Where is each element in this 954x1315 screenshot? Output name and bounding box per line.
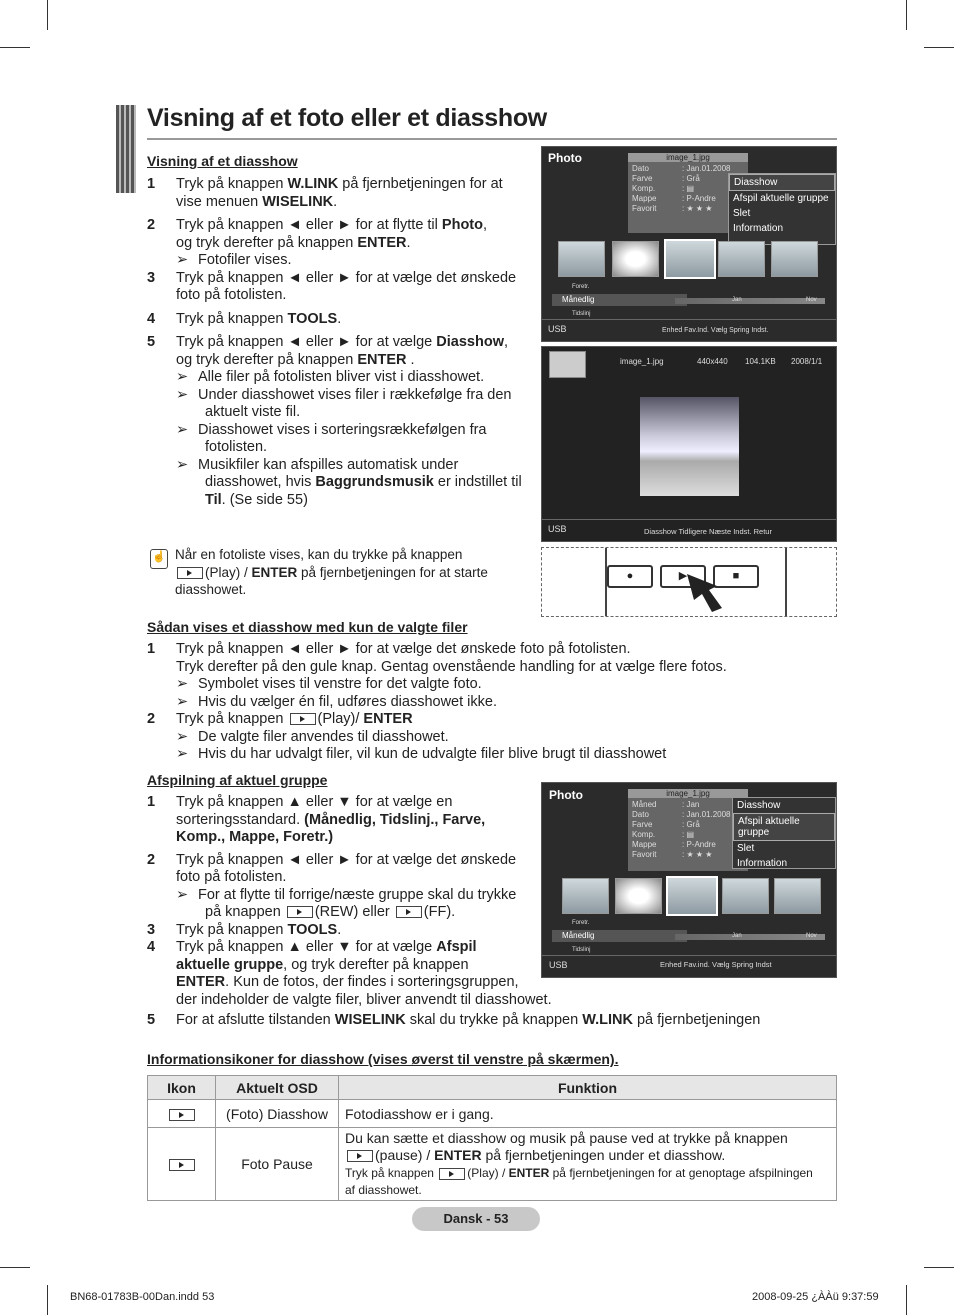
slideshow-photo <box>640 397 739 496</box>
timeline-bar[interactable] <box>675 934 825 940</box>
ff-icon <box>396 906 422 918</box>
sort-next-label: Tidslinj <box>572 311 591 317</box>
stop-button-icon: ■ <box>713 565 759 588</box>
crop-mark <box>906 0 907 30</box>
osd-cell: Foto Pause <box>216 1128 339 1201</box>
record-button-icon: ● <box>607 565 653 588</box>
timeline-bar[interactable] <box>675 298 825 304</box>
osd-cell: (Foto) Diasshow <box>216 1100 339 1128</box>
info-icons-table <box>147 1075 837 1201</box>
photo-thumbnail-selected[interactable] <box>664 239 716 279</box>
function-cell: Du kan sætte et diasshow og musik på pause ved at trykke på knappen (pause) / ENTER på fjernbetjeningen under et diasshow. Tryk på knappen (Play) / ENTER på fjernbetjeningen for at genoptage afspilningen af diasshowet. <box>339 1128 837 1201</box>
photo-thumbnail[interactable] <box>718 241 765 277</box>
menu-item-information[interactable]: Information <box>737 858 788 869</box>
tools-menu <box>732 797 836 869</box>
play-button-icon: ▶ <box>660 565 706 588</box>
menu-item-delete[interactable]: Slet <box>737 843 755 854</box>
menu-item-delete[interactable]: Slet <box>733 208 751 219</box>
note: Under diasshowet vises filer i rækkefølge fra den <box>198 386 512 403</box>
section2-steps: 1 Tryk på knappen ◄ eller ► for at vælge det ønskede foto på fotolisten. Tryk derefter på den gule knap. Gentag ovenstående handling for at vælge flere fotos. ➢ Symbolet vises til venstre for det valgte foto. ➢ Hvis du vælger én fil, udføres diasshowet ikke. 2 Tryk på knappen (Play)/ ENTER ➢ De valgte filer anvendes til diasshowet. ➢ Hvis du har udvalgt filer, vil kun de udvalgte filer blive brugt til diasshowet <box>147 641 727 762</box>
section-heading: Sådan vises et diasshow med kun de valgte filer <box>147 619 468 635</box>
pause-icon <box>169 1159 195 1171</box>
sort-label[interactable]: Månedlig <box>552 294 687 306</box>
sort-next-label: Tidslinj <box>572 947 591 953</box>
photo-thumbnail[interactable] <box>558 241 605 277</box>
timeline-end: Nov <box>806 933 817 939</box>
section-heading: Afspilning af aktuel gruppe <box>147 772 328 788</box>
crop-mark <box>0 47 30 48</box>
function-cell: Fotodiasshow er i gang. <box>339 1100 837 1128</box>
photo-thumbnail[interactable] <box>615 878 662 914</box>
table-header: Aktuelt OSD <box>216 1076 339 1100</box>
footer-date: 2008-09-25 ¿ÀÀü 9:37:59 <box>752 1291 879 1303</box>
title-bar-decoration <box>116 105 136 193</box>
tip-text: Når en fotoliste vises, kan du trykke på knappen (Play) / ENTER på fjernbetjeningen for at starte diasshowet. <box>175 547 488 597</box>
note: Diasshowet vises i sorteringsrækkefølgen fra <box>198 421 487 438</box>
file-name: image_1.jpg <box>620 357 664 366</box>
crop-mark <box>47 0 48 30</box>
file-date: 2008/1/1 <box>791 357 823 366</box>
section-heading: Visning af et diasshow <box>147 153 298 169</box>
sort-prev-label: Foretr. <box>572 920 590 926</box>
play-icon <box>169 1109 195 1121</box>
step-5: 5 For at afslutte tilstanden WISELINK skal du trykke på knappen W.LINK på fjernbetjeningen <box>147 1012 761 1028</box>
tools-menu <box>728 173 836 245</box>
table-row <box>148 1128 837 1201</box>
note: Musikfiler kan afspilles automatisk under <box>198 456 459 473</box>
play-icon <box>177 567 203 579</box>
pause-icon <box>347 1150 373 1162</box>
photo-thumbnail[interactable] <box>774 878 821 914</box>
menu-item-information[interactable]: Information <box>733 223 784 234</box>
table-header: Ikon <box>148 1076 216 1100</box>
tv-screen-photo-list <box>541 146 837 342</box>
table-row <box>148 1100 837 1128</box>
timeline-start: Jan <box>732 933 742 939</box>
footer-filename: BN68-01783B-00Dan.indd 53 <box>70 1291 215 1303</box>
note-hand-icon: ☝ <box>150 549 168 569</box>
photo-thumbnail[interactable] <box>722 878 769 914</box>
pointer-arrow-icon <box>682 572 732 612</box>
title-rule <box>147 138 837 140</box>
crop-mark <box>924 1267 954 1268</box>
usb-label: USB <box>548 324 567 334</box>
note: fotolisten. <box>205 439 268 455</box>
section3-steps: 1 Tryk på knappen ▲ eller ▼ for at vælge en sorteringsstandard. (Månedlig, Tidslinj., Farve, Komp., Mappe, Foretr.) 2 Tryk på knappen ◄ eller ► for at vælge det ønskede foto på fotolisten. ➢ For at flytte til forrige/næste gruppe skal du trykke på knappen (REW) eller (FF). 3 Tryk på knappen TOOLS. 4 Tryk på knappen ▲ eller ▼ for at vælge Afspil aktuelle gruppe, og tryk derefter på knappen ENTER. Kun de fotos, der findes i sorteringsgruppen, der indeholder de valgte filer, bliver anvendt til diasshowet. <box>147 794 552 1008</box>
page-number-badge: Dansk - 53 <box>412 1207 540 1231</box>
menu-item-play-group[interactable]: Afspil aktuelle gruppe <box>733 193 829 204</box>
sort-label[interactable]: Månedlig <box>552 930 687 942</box>
file-size: 104.1KB <box>745 357 776 366</box>
photo-thumbnail[interactable] <box>562 878 609 914</box>
note: Alle filer på fotolisten bliver vist i diasshowet. <box>198 369 485 385</box>
resolution: 440x440 <box>697 357 728 366</box>
timeline-start: Jan <box>732 297 742 303</box>
photo-thumbnail[interactable] <box>771 241 818 277</box>
tv-screen-slideshow <box>541 346 837 542</box>
play-icon <box>290 713 316 725</box>
menu-item-play-group[interactable]: Afspil aktuelle gruppe <box>733 813 835 841</box>
menu-item-diasshow[interactable]: Diasshow <box>737 800 781 811</box>
usb-label: USB <box>549 960 568 970</box>
tv-screen-photo-list-group <box>541 782 837 978</box>
crop-mark <box>0 1267 30 1268</box>
section1-steps: 1 Tryk på knappen W.LINK på fjernbetjeningen for at vise menuen WISELINK. 2 Tryk på knappen ◄ eller ► for at flytte til Photo, og tryk derefter på knappen ENTER. ➢ Fotofiler vises. 3 Tryk på knappen ◄ eller ► for at vælge det ønskede foto på fotolisten. 4 Tryk på knappen TOOLS. 5 Tryk på knappen ◄ eller ► for at vælge Diasshow, og tryk derefter på knappen ENTER . ➢ Alle filer på fotolisten bliver vist i diasshowet. ➢ Under diasshowet vises filer i rækkefølge fra den aktuelt viste fil. ➢ Diasshowet vises i sorteringsrækkefølgen fra fotolisten. ➢ Musikfiler kan afspilles automatisk under diasshowet, hvis Baggrundsmusik er indstillet til Til. (Se side 55) <box>147 176 522 508</box>
menu-item-diasshow[interactable]: Diasshow <box>729 174 835 191</box>
usb-label: USB <box>548 524 567 534</box>
remote-illustration <box>541 547 837 617</box>
play-icon <box>439 1168 465 1180</box>
crop-mark <box>924 47 954 48</box>
screen-title: Photo <box>549 788 583 802</box>
legend-text: Enhed Fav.ind. Vælg Spring Indst <box>660 960 772 969</box>
section-heading: Informationsikoner for diasshow (vises øverst til venstre på skærmen). <box>147 1051 619 1067</box>
rew-icon <box>287 906 313 918</box>
slideshow-icon <box>549 351 586 378</box>
screen-title: Photo <box>548 151 582 165</box>
sort-prev-label: Foretr. <box>572 284 590 290</box>
crop-mark <box>906 1285 907 1315</box>
info-panel: image_1.jpg Måned : Jan Dato : Jan.01.2008 Farve : Grå Komp. : ▤ Mappe : P-Andre Favorit : ★ ★ ★ <box>628 789 748 871</box>
table-header: Funktion <box>339 1076 837 1100</box>
photo-thumbnail-selected[interactable] <box>666 876 718 916</box>
photo-thumbnail[interactable] <box>612 241 659 277</box>
legend-text: Diasshow Tidligere Næste Indst. Retur <box>644 527 772 536</box>
note: aktuelt viste fil. <box>205 404 301 420</box>
legend-text: Enhed Fav.Ind. Vælg Spring Indst. <box>662 327 769 334</box>
page-title: Visning af et foto eller et diasshow <box>147 104 547 132</box>
crop-mark <box>47 1285 48 1315</box>
timeline-end: Nov <box>806 297 817 303</box>
info-panel: image_1.jpg Dato : Jan.01.2008 Farve : Grå Komp. : ▤ Mappe : P-Andre Favorit : ★ ★ ★ <box>628 153 748 233</box>
